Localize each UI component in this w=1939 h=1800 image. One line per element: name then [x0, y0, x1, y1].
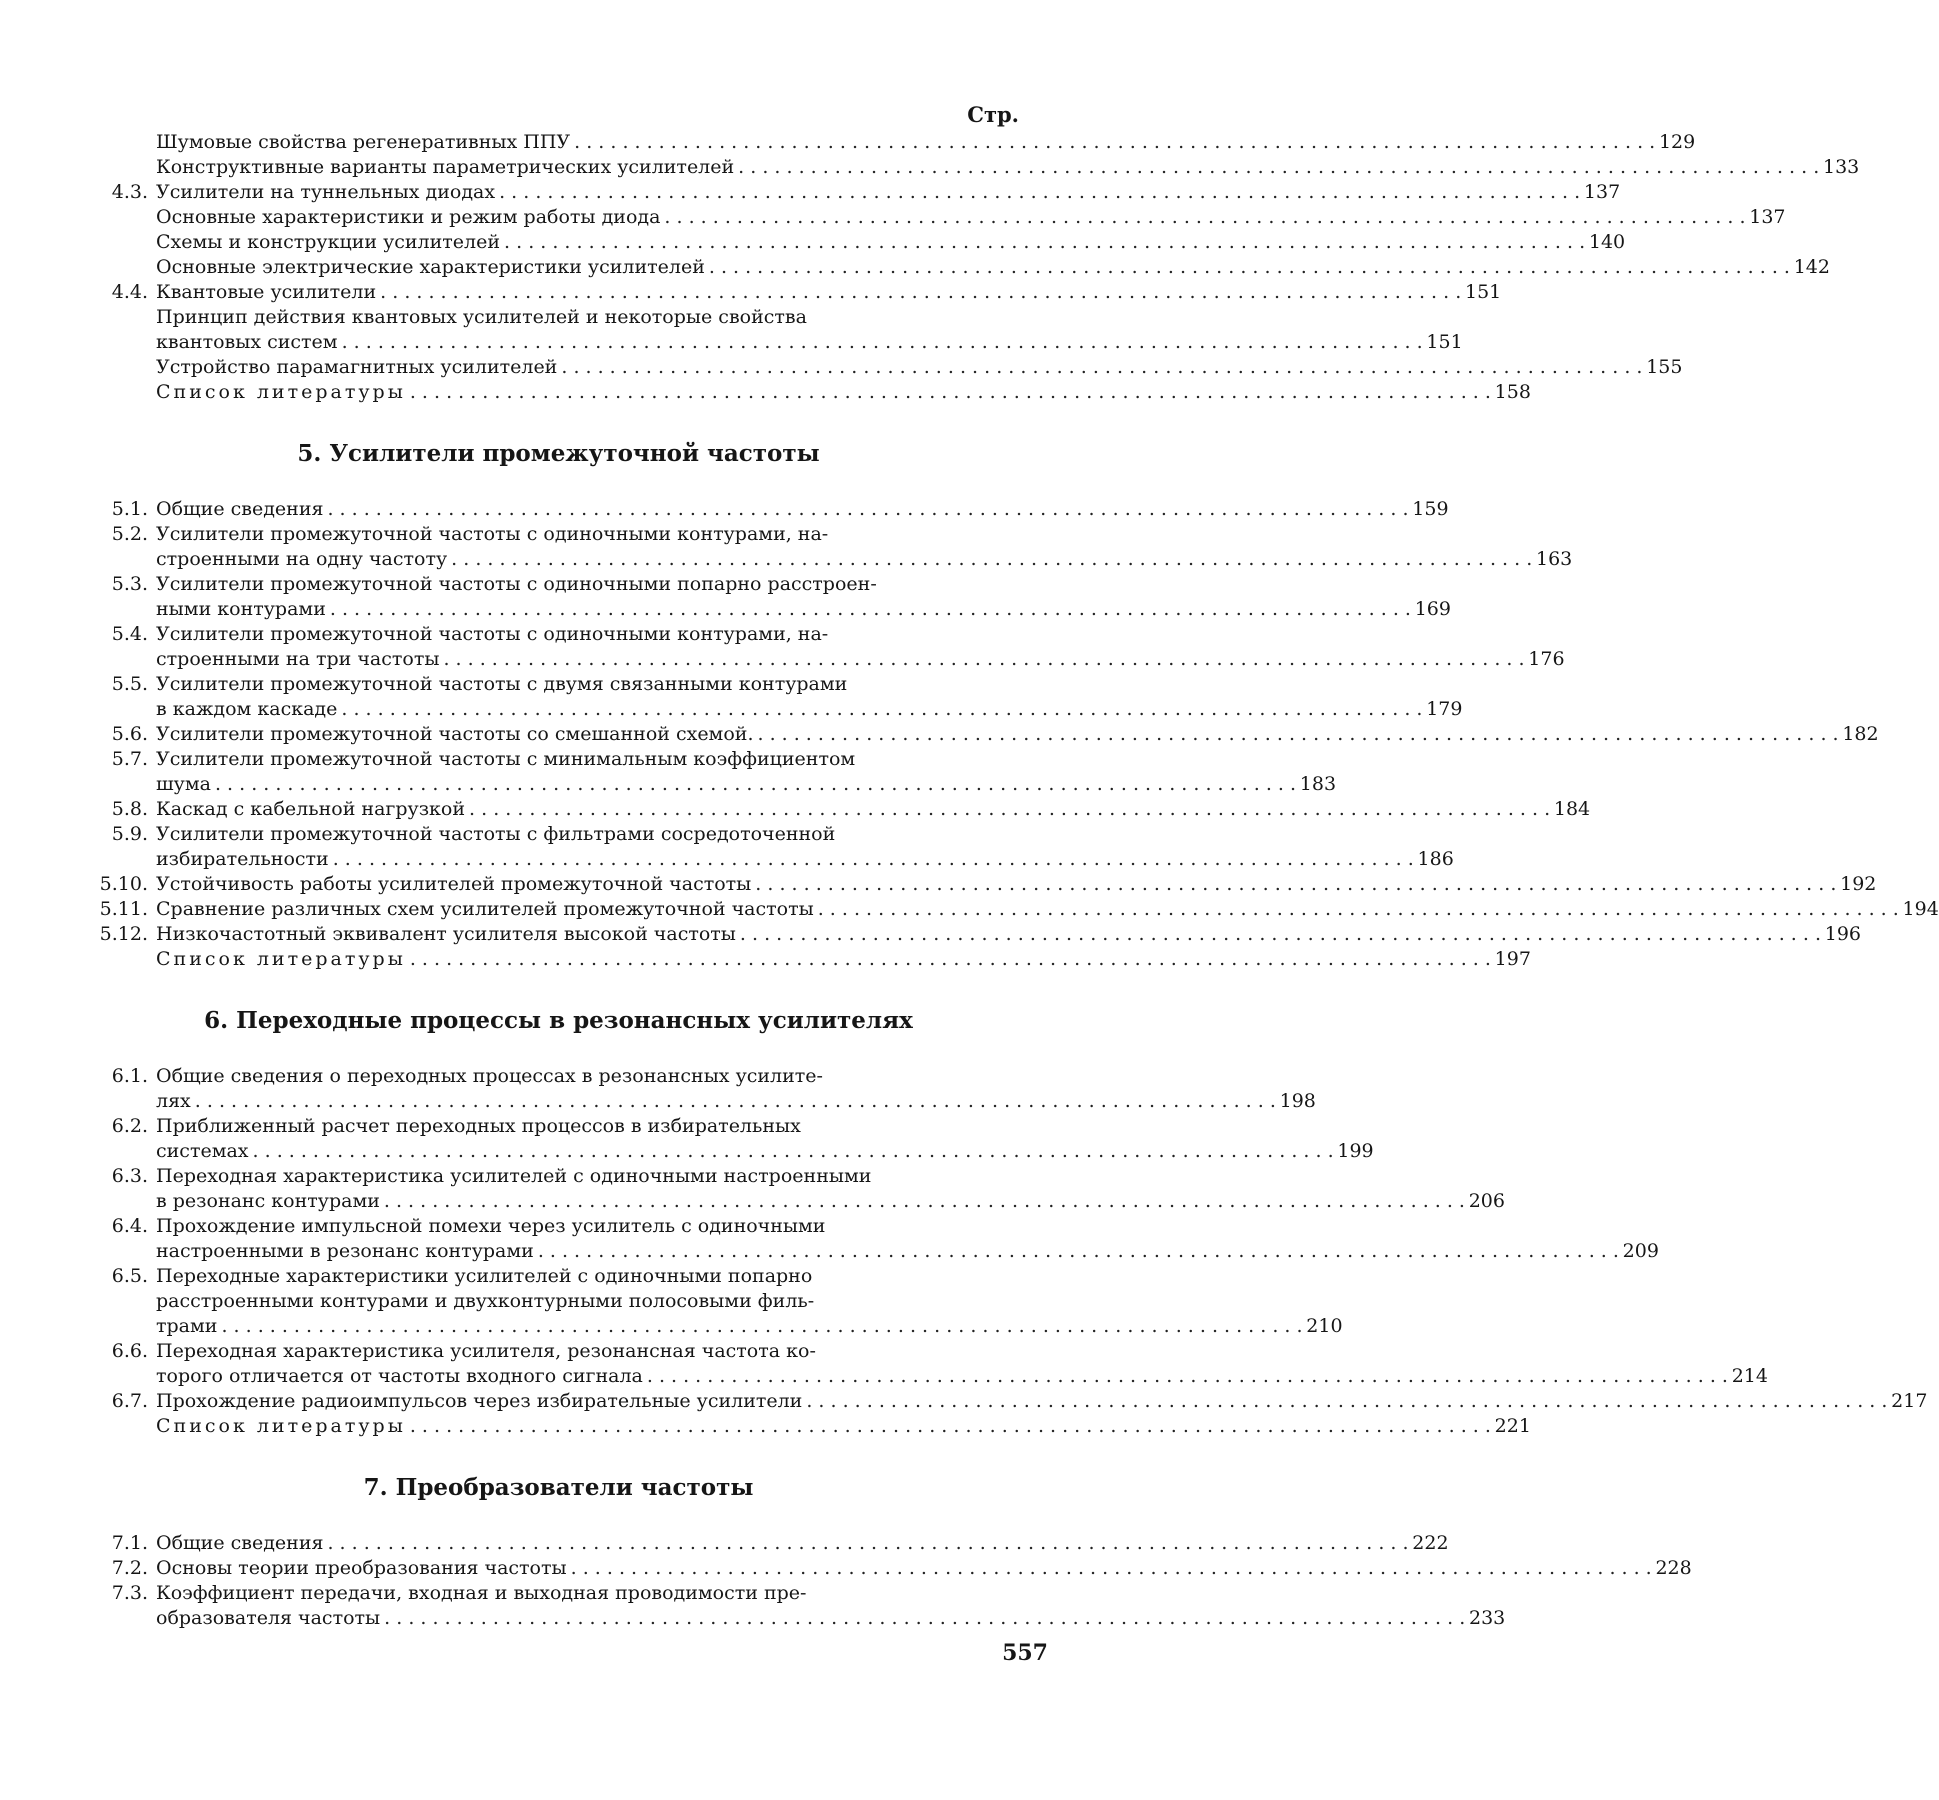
dot-leader: [705, 255, 1790, 280]
entry-number: 4.3.: [111, 181, 148, 203]
toc-entry-continuation: [96, 1139, 1374, 1164]
toc-entry: [96, 380, 1531, 405]
entry-number: 5.2.: [111, 523, 148, 545]
entry-number: 5.11.: [99, 898, 148, 920]
toc-entry-continuation: [96, 697, 1463, 722]
toc-entry: [96, 672, 1021, 697]
toc-entry: [96, 205, 1786, 230]
dot-leader: [380, 1606, 1465, 1631]
entry-number: 5.4.: [111, 623, 148, 645]
toc-entry: [96, 280, 1502, 305]
dot-leader: [338, 330, 1423, 355]
toc-entry-continuation: [96, 1189, 1505, 1214]
entry-title: Прохождение импульсной помехи через усилитель с одиночными: [156, 1215, 826, 1237]
entry-page: 184: [1553, 798, 1591, 820]
entry-title-continuation: торого отличается от частоты входного сигнала: [156, 1365, 643, 1387]
entry-title: Общие сведения: [156, 1532, 324, 1554]
entry-title-continuation: строенными на три частоты: [156, 648, 440, 670]
dot-leader: [751, 872, 1836, 897]
toc-entry: [96, 722, 1879, 747]
dot-leader: [326, 597, 1411, 622]
toc-entry: [96, 497, 1449, 522]
entry-title: Прохождение радиоимпульсов через избирательные усилители: [156, 1390, 803, 1412]
entry-page: 214: [1731, 1365, 1768, 1387]
entry-title: Основные характеристики и режим работы диода: [156, 206, 661, 228]
entry-title-continuation: настроенными в резонанс контурами: [156, 1240, 534, 1262]
toc-entry-continuation: [96, 1364, 1768, 1389]
toc-entry: [96, 1264, 1021, 1289]
entry-number: 6.4.: [111, 1215, 148, 1237]
entry-title: Переходная характеристика усилителей с одиночными настроенными: [156, 1165, 872, 1187]
toc-entry-continuation: [96, 1289, 1021, 1314]
entry-title-continuation: ными контурами: [156, 598, 326, 620]
entry-title: Основы теории преобразования частоты: [156, 1557, 567, 1579]
entry-title: Усилители промежуточной частоты с минимальным коэффициентом: [156, 748, 856, 770]
dot-leader: [323, 497, 1408, 522]
toc-entry-continuation: [96, 1239, 1659, 1264]
dot-leader: [337, 697, 1422, 722]
entry-number: 6.2.: [111, 1115, 148, 1137]
toc-entry: [96, 797, 1591, 822]
toc-block-section-5: [96, 497, 1939, 972]
toc-entry: [96, 1114, 1021, 1139]
entry-title: Усилители промежуточной частоты со смешанной схемой.: [156, 723, 754, 745]
entry-number: 5.8.: [111, 798, 148, 820]
dot-leader: [323, 1531, 1408, 1556]
entry-page: 196: [1824, 923, 1862, 945]
toc-entry: [96, 1164, 1021, 1189]
dot-leader: [557, 355, 1642, 380]
entry-page: 182: [1842, 723, 1879, 745]
toc-entry: [96, 822, 1021, 847]
dot-leader: [406, 380, 1491, 405]
toc-block-top: [96, 130, 1860, 405]
entry-title: Переходные характеристики усилителей с одиночными попарно: [156, 1265, 813, 1287]
entry-title: Квантовые усилители: [156, 281, 377, 303]
entry-title-continuation: шума: [156, 773, 211, 795]
dot-leader: [380, 1189, 1465, 1214]
dot-leader: [447, 547, 1532, 572]
dot-leader: [249, 1139, 1334, 1164]
toc-entry: [96, 155, 1860, 180]
dot-leader: [660, 205, 1745, 230]
dot-leader: [736, 922, 1821, 947]
dot-leader: [753, 722, 1838, 747]
entry-number: 7.3.: [111, 1582, 148, 1604]
toc-entry-continuation: [96, 772, 1337, 797]
entry-number: 5.7.: [111, 748, 148, 770]
dot-leader: [329, 847, 1414, 872]
entry-title-continuation: лях: [156, 1090, 191, 1112]
toc-entry: [96, 180, 1621, 205]
toc-entry: [96, 1531, 1449, 1556]
entry-title: Основные электрические характеристики усилителей: [156, 256, 705, 278]
dot-leader: [570, 130, 1655, 155]
dot-leader: [406, 947, 1491, 972]
entry-page: 151: [1464, 281, 1502, 303]
entry-page: 183: [1299, 773, 1337, 795]
toc-entry: [96, 1414, 1531, 1439]
entry-page: 233: [1469, 1607, 1506, 1629]
entry-number: 6.5.: [111, 1265, 148, 1287]
entry-page: 186: [1417, 848, 1454, 870]
entry-page: 221: [1494, 1415, 1531, 1437]
entry-title: Общие сведения о переходных процессах в резонансных усилите-: [156, 1065, 823, 1087]
entry-number: 6.1.: [111, 1065, 148, 1087]
dot-leader: [376, 280, 1461, 305]
dot-leader: [211, 772, 1296, 797]
toc-entry: [96, 872, 1877, 897]
entry-number: 5.10.: [99, 873, 148, 895]
entry-number: 6.6.: [111, 1340, 148, 1362]
entry-page: 133: [1823, 156, 1860, 178]
toc-block-section-6: [96, 1064, 1928, 1439]
toc-entry: [96, 1339, 1021, 1364]
toc-entry: [96, 897, 1939, 922]
dot-leader: [495, 180, 1580, 205]
entry-title: Список литературы: [156, 1415, 406, 1437]
entry-page: 158: [1494, 381, 1531, 403]
toc-entry-continuation: [96, 1606, 1506, 1631]
entry-title: Список литературы: [156, 948, 406, 970]
entry-title: Схемы и конструкции усилителей: [156, 231, 501, 253]
entry-number: 5.12.: [99, 923, 148, 945]
entry-number: 6.3.: [111, 1165, 148, 1187]
entry-title: Переходная характеристика усилителя, резонансная частота ко-: [156, 1340, 816, 1362]
entry-page: 159: [1412, 498, 1449, 520]
entry-title: Устройство парамагнитных усилителей: [156, 356, 558, 378]
toc-entry: [96, 522, 1021, 547]
dot-leader: [643, 1364, 1728, 1389]
entry-page: 169: [1414, 598, 1451, 620]
entry-page: 151: [1426, 331, 1463, 353]
entry-page: 197: [1494, 948, 1531, 970]
dot-leader: [802, 1389, 1887, 1414]
entry-title: Низкочастотный эквивалент усилителя высокой частоты: [156, 923, 736, 945]
entry-page: 176: [1528, 648, 1565, 670]
entry-title: Список литературы: [156, 381, 406, 403]
entry-title: Усилители на туннельных диодах: [156, 181, 496, 203]
dot-leader: [814, 897, 1899, 922]
entry-page: 137: [1749, 206, 1786, 228]
entry-title: Общие сведения: [156, 498, 324, 520]
entry-title: Усилители промежуточной частоты с фильтрами сосредоточенной: [156, 823, 836, 845]
entry-title: Усилители промежуточной частоты с одиночными контурами, на-: [156, 623, 829, 645]
dot-leader: [567, 1556, 1652, 1581]
entry-page: 209: [1622, 1240, 1659, 1262]
entry-title-continuation: расстроенными контурами и двухконтурными полосовыми филь-: [156, 1290, 815, 1312]
entry-page: 194: [1902, 898, 1939, 920]
toc-entry: [96, 1389, 1928, 1414]
entry-page: 142: [1793, 256, 1830, 278]
entry-number: 5.3.: [111, 573, 148, 595]
entry-number: 5.5.: [111, 673, 148, 695]
toc-entry: [96, 130, 1696, 155]
entry-title-continuation: избирательности: [156, 848, 329, 870]
dot-leader: [191, 1089, 1276, 1114]
entry-page: 155: [1646, 356, 1683, 378]
toc-entry: [96, 622, 1021, 647]
entry-title-continuation: в резонанс контурами: [156, 1190, 380, 1212]
toc-entry: [96, 947, 1531, 972]
toc-entry-continuation: [96, 1089, 1316, 1114]
toc-entry-continuation: [96, 1314, 1343, 1339]
entry-page: 228: [1655, 1557, 1692, 1579]
toc-entry: [96, 572, 1021, 597]
toc-block-section-7: [96, 1531, 1692, 1631]
dot-leader: [500, 230, 1585, 255]
entry-page: 192: [1840, 873, 1877, 895]
entry-number: 5.9.: [111, 823, 148, 845]
entry-title: Сравнение различных схем усилителей промежуточной частоты: [156, 898, 814, 920]
dot-leader: [406, 1414, 1491, 1439]
section-5-title: 5. Усилители промежуточной частоты: [297, 440, 820, 467]
page-number: 557: [1002, 1640, 1048, 1666]
toc-entry-continuation: [96, 647, 1565, 672]
entry-title-continuation: строенными на одну частоту: [156, 548, 448, 570]
entry-number: 7.2.: [111, 1557, 148, 1579]
entry-number: 5.6.: [111, 723, 148, 745]
toc-page: [96, 100, 1939, 1631]
entry-title-continuation: трами: [156, 1315, 218, 1337]
entry-page: 163: [1535, 548, 1573, 570]
dot-leader: [465, 797, 1550, 822]
entry-title: Коэффициент передачи, входная и выходная проводимости пре-: [156, 1582, 807, 1604]
section-7-title: 7. Преобразователи частоты: [363, 1474, 754, 1501]
toc-entry: [96, 255, 1830, 280]
toc-entry-continuation: [96, 847, 1454, 872]
toc-entry: [96, 922, 1862, 947]
entry-title: Устойчивость работы усилителей промежуточной частоты: [156, 873, 752, 895]
entry-title-continuation: образователя частоты: [156, 1607, 381, 1629]
section-6-title: 6. Переходные процессы в резонансных усилителях: [204, 1007, 913, 1034]
toc-entry: [96, 747, 1021, 772]
toc-entry: [96, 305, 1021, 330]
entry-title: Шумовые свойства регенеративных ППУ: [156, 131, 571, 153]
entry-number: 7.1.: [111, 1532, 148, 1554]
dot-leader: [734, 155, 1819, 180]
entry-title: Принцип действия квантовых усилителей и некоторые свойства: [156, 306, 807, 328]
entry-page: 199: [1337, 1140, 1374, 1162]
entry-title: Усилители промежуточной частоты с двумя связанными контурами: [156, 673, 848, 695]
entry-page: 179: [1426, 698, 1463, 720]
entry-page: 129: [1658, 131, 1696, 153]
entry-number: 6.7.: [111, 1390, 148, 1412]
entry-title: Конструктивные варианты параметрических усилителей: [156, 156, 735, 178]
entry-number: 5.1.: [111, 498, 148, 520]
toc-entry-continuation: [96, 547, 1573, 572]
entry-title-continuation: системах: [156, 1140, 249, 1162]
toc-entry: [96, 230, 1626, 255]
entry-title-continuation: в каждом каскаде: [156, 698, 338, 720]
entry-title: Каскад с кабельной нагрузкой: [156, 798, 466, 820]
entry-page: 137: [1583, 181, 1621, 203]
entry-title: Приближенный расчет переходных процессов в избирательных: [156, 1115, 801, 1137]
toc-entry: [96, 1214, 1021, 1239]
toc-entry: [96, 1064, 1021, 1089]
entry-title-continuation: квантовых систем: [156, 331, 338, 353]
toc-entry: [96, 1581, 1021, 1606]
entry-title: Усилители промежуточной частоты с одиночными попарно расстроен-: [156, 573, 877, 595]
toc-entry: [96, 1556, 1692, 1581]
entry-page: 210: [1306, 1315, 1343, 1337]
toc-entry-continuation: [96, 330, 1463, 355]
entry-page: 140: [1588, 231, 1626, 253]
dot-leader: [534, 1239, 1619, 1264]
toc-entry: [96, 355, 1683, 380]
toc-entry-continuation: [96, 597, 1451, 622]
entry-page: 198: [1279, 1090, 1316, 1112]
dot-leader: [217, 1314, 1302, 1339]
entry-number: 4.4.: [111, 281, 148, 303]
entry-page: 217: [1891, 1390, 1928, 1412]
entry-page: 206: [1468, 1190, 1505, 1212]
dot-leader: [439, 647, 1524, 672]
page-column-label: Стр.: [967, 102, 1019, 127]
entry-page: 222: [1412, 1532, 1449, 1554]
entry-title: Усилители промежуточной частоты с одиночными контурами, на-: [156, 523, 829, 545]
